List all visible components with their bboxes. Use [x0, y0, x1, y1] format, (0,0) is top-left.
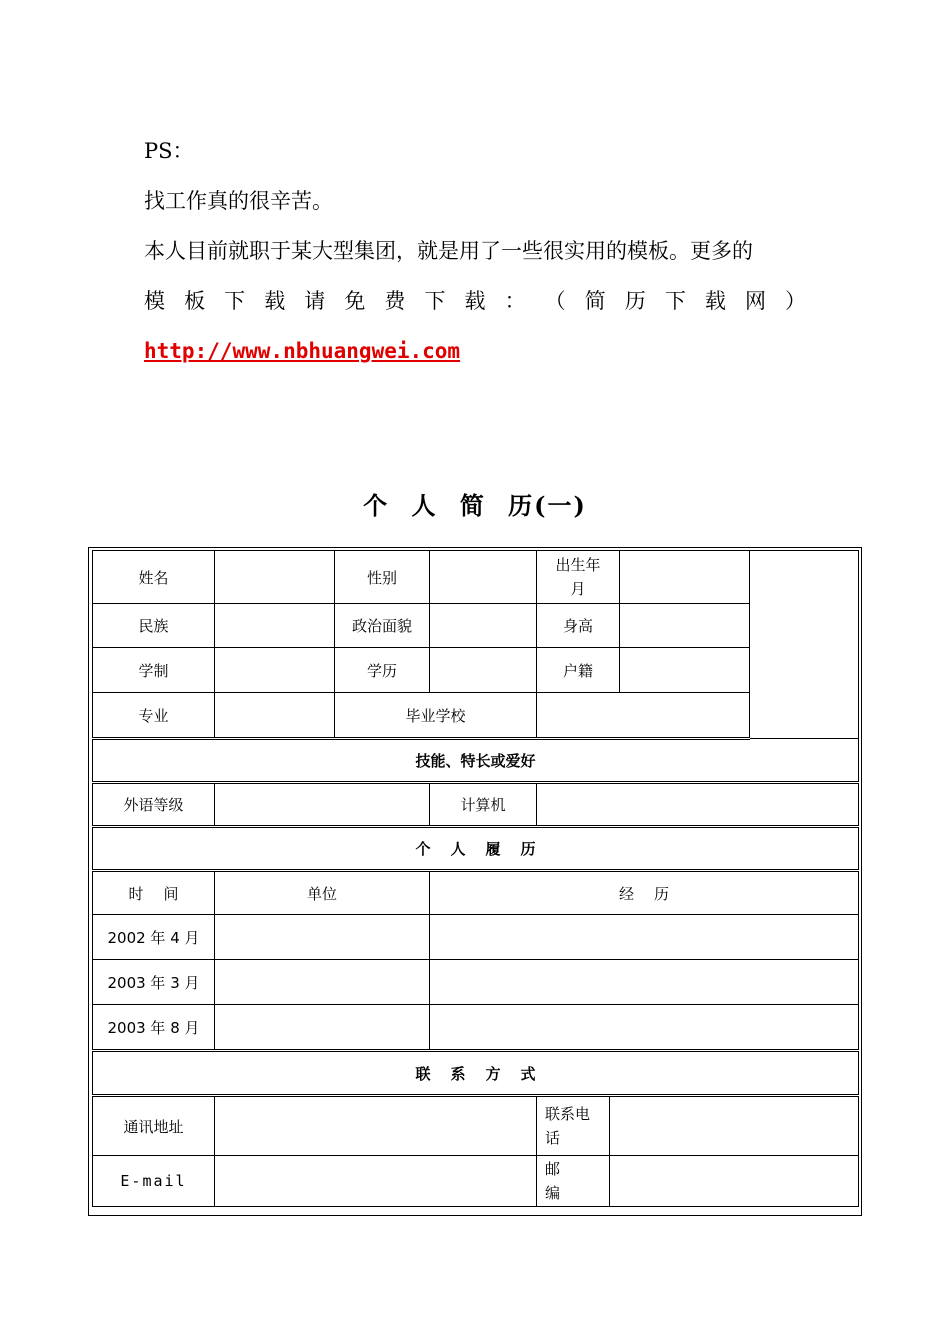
col-time-char: 时 [128, 884, 144, 903]
resume-title [0, 486, 950, 521]
field-gender[interactable] [430, 551, 537, 604]
field-birth[interactable] [620, 551, 750, 604]
note-char: 费 [384, 289, 406, 313]
note-char: 历 [624, 289, 646, 313]
label-name: 姓名 [93, 551, 215, 604]
note-char: 载 [704, 289, 726, 313]
history-time: 2002 年 4 月 [93, 915, 215, 960]
label-schooling: 学制 [93, 648, 215, 693]
note-char: 下 [664, 289, 686, 313]
field-phone[interactable] [610, 1096, 859, 1156]
label-postcode [537, 1156, 610, 1207]
photo-box[interactable] [750, 551, 859, 739]
col-unit: 单位 [215, 871, 430, 915]
note-char: （ [544, 289, 566, 313]
field-ethnicity[interactable] [215, 604, 335, 648]
note-char: ： [504, 289, 526, 313]
field-email[interactable] [215, 1156, 537, 1207]
field-name[interactable] [215, 551, 335, 604]
col-exp-char: 经 [618, 884, 634, 903]
contact-header-char: 联 [415, 1064, 431, 1083]
history-experience[interactable] [430, 1005, 859, 1051]
field-language[interactable] [215, 783, 430, 827]
note-char: 简 [584, 289, 606, 313]
label-address: 通讯地址 [93, 1096, 215, 1156]
history-header-char: 人 [450, 840, 466, 858]
label-major: 专业 [93, 693, 215, 739]
history-header [93, 827, 859, 871]
history-unit[interactable] [215, 915, 430, 960]
field-hukou[interactable] [620, 648, 750, 693]
history-time: 2003 年 3 月 [93, 960, 215, 1005]
note-char: 载 [264, 289, 286, 313]
field-major[interactable] [215, 693, 335, 739]
note-char: 免 [344, 289, 366, 313]
label-birth-text: 出生年月 [555, 556, 601, 598]
note-char: 下 [224, 289, 246, 313]
col-experience [430, 871, 859, 915]
title-char: 简 [459, 491, 486, 520]
history-header-char: 个 [415, 840, 431, 858]
note-char: 模 [144, 289, 165, 313]
history-experience[interactable] [430, 915, 859, 960]
field-political[interactable] [430, 604, 537, 648]
title-char: 个 [363, 491, 390, 520]
note-char: 板 [184, 289, 206, 313]
history-time: 2003 年 8 月 [93, 1005, 215, 1051]
contact-header [93, 1051, 859, 1096]
resume-table [92, 550, 859, 1207]
field-school[interactable] [537, 693, 750, 739]
download-link[interactable]: http://www.nbhuangwei.com [144, 339, 461, 363]
label-phone [537, 1096, 610, 1156]
col-exp-char: 历 [654, 884, 670, 903]
label-degree: 学历 [335, 648, 430, 693]
history-experience[interactable] [430, 960, 859, 1005]
ps-label: PS： [144, 139, 194, 163]
field-postcode[interactable] [610, 1156, 859, 1207]
label-postcode-text: 邮编 [545, 1160, 561, 1202]
field-height[interactable] [620, 604, 750, 648]
history-header-char: 履 [485, 840, 501, 858]
label-height: 身高 [537, 604, 620, 648]
history-unit[interactable] [215, 1005, 430, 1051]
field-computer[interactable] [537, 783, 859, 827]
note-char: 载 [464, 289, 486, 313]
history-unit[interactable] [215, 960, 430, 1005]
field-schooling[interactable] [215, 648, 335, 693]
note-line-3 [144, 288, 806, 314]
label-birth [537, 551, 620, 604]
label-gender: 性别 [335, 551, 430, 604]
title-char: 人 [411, 491, 438, 520]
note-char: 请 [304, 289, 326, 313]
note-char: 下 [424, 289, 446, 313]
label-political: 政治面貌 [335, 604, 430, 648]
note-line-2: 本人目前就职于某大型集团，就是用了一些很实用的模板。更多的 [144, 239, 753, 263]
note-char: ） [785, 289, 806, 313]
field-address[interactable] [215, 1096, 537, 1156]
field-degree[interactable] [430, 648, 537, 693]
label-school: 毕业学校 [335, 693, 537, 739]
col-time [93, 871, 215, 915]
label-ethnicity: 民族 [93, 604, 215, 648]
note-char: 网 [744, 289, 766, 313]
label-hukou: 户籍 [537, 648, 620, 693]
contact-header-char: 系 [450, 1064, 466, 1083]
skills-header: 技能、特长或爱好 [93, 739, 859, 783]
col-time-char: 间 [163, 884, 179, 903]
label-language: 外语等级 [93, 783, 215, 827]
note-line-1: 找工作真的很辛苦。 [144, 189, 333, 213]
contact-header-char: 式 [520, 1064, 536, 1083]
title-char: 历(一) [508, 491, 587, 520]
label-email: E-mail [93, 1156, 215, 1207]
contact-header-char: 方 [485, 1064, 501, 1083]
history-header-char: 历 [520, 840, 536, 858]
label-computer: 计算机 [430, 783, 537, 827]
label-phone-text: 联系电话 [545, 1105, 591, 1147]
